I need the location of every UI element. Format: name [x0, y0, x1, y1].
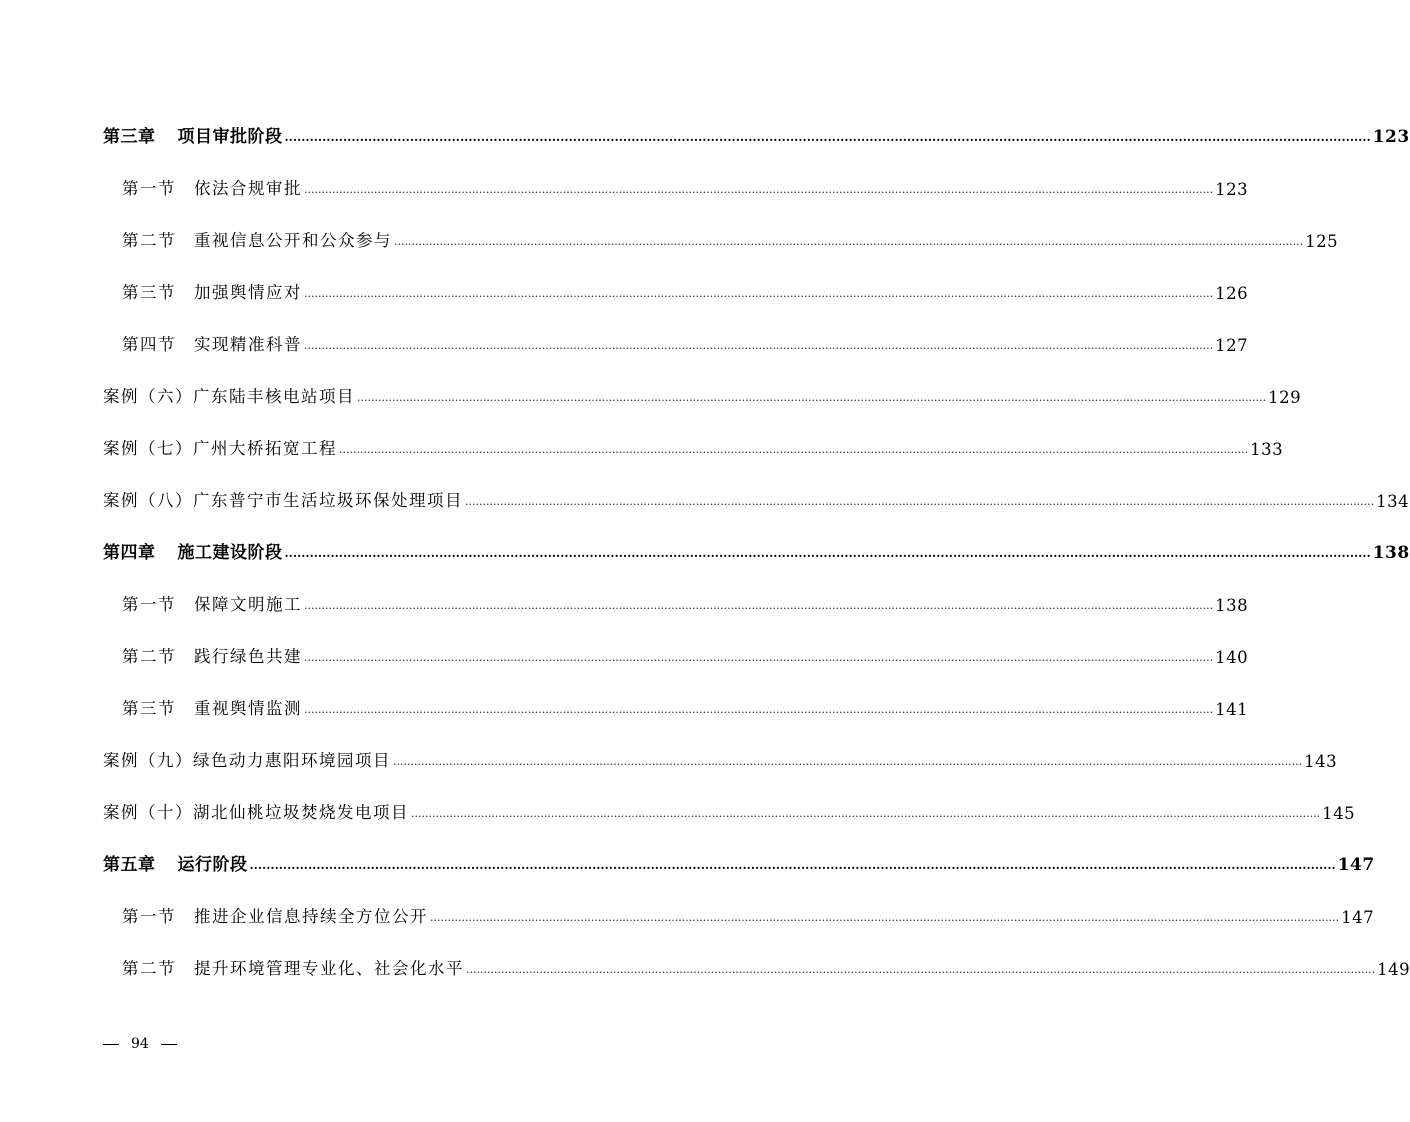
toc-entry-label — [122, 643, 302, 667]
toc-entry-section[interactable] — [122, 949, 1410, 979]
toc-entry-case[interactable] — [103, 377, 1302, 407]
toc-entry-number: 第五章 — [103, 855, 156, 875]
toc-entry-label — [122, 955, 464, 979]
toc-page-number: 143 — [1304, 752, 1338, 771]
toc-page-number: 149 — [1377, 960, 1410, 979]
toc-entry-title: 加强舆情应对 — [194, 283, 302, 302]
toc-entry-case[interactable] — [103, 793, 1356, 823]
toc-entry-number: 第四节 — [122, 335, 176, 354]
toc-page-number: 123 — [1372, 127, 1410, 147]
toc-entry-label — [103, 383, 355, 407]
toc-entry-number: 第一节 — [122, 179, 176, 198]
toc-entry-label — [122, 695, 302, 719]
toc-entry-chapter[interactable] — [103, 533, 1410, 563]
toc-dot-leader: .................................................................................................................................................................................................................................................................... — [411, 807, 1321, 820]
toc-entry-case[interactable] — [103, 741, 1338, 771]
toc-entry-title: 实现精准科普 — [194, 335, 302, 354]
toc-entry-title: 项目审批阶段 — [177, 127, 283, 147]
toc-entry-title: 广东陆丰核电站项目 — [193, 387, 355, 406]
toc-entry-number: 案例（九） — [103, 751, 193, 770]
toc-page-number: 138 — [1372, 543, 1410, 563]
toc-dot-leader: .................................................................................................................................................................................................................................................................... — [304, 339, 1214, 352]
footer-page-number: 94 — [131, 1036, 149, 1052]
toc-dot-leader: .................................................................................................................................................................................................................................................................... — [339, 443, 1249, 456]
toc-dot-leader: .................................................................................................................................................................................................................................................................... — [394, 235, 1304, 248]
toc-entry-number: 案例（八） — [103, 491, 193, 510]
toc-dot-leader: .................................................................................................................................................................................................................................................................... — [304, 183, 1214, 196]
toc-entry-title: 依法合规审批 — [194, 179, 302, 198]
toc-entry-number: 第二节 — [122, 959, 176, 978]
toc-dot-leader: .................................................................................................................................................................................................................................................................... — [304, 703, 1214, 716]
toc-entry-number: 第三节 — [122, 283, 176, 302]
footer-dash-left — [103, 1044, 119, 1045]
toc-entry-label — [122, 175, 302, 199]
toc-page-number: 147 — [1341, 908, 1375, 927]
toc-entry-number: 第一节 — [122, 907, 176, 926]
toc-entry-chapter[interactable] — [103, 117, 1410, 147]
toc-entry-title: 提升环境管理专业化、社会化水平 — [194, 959, 464, 978]
toc-entry-number: 案例（十） — [103, 803, 193, 822]
toc-entry-label — [122, 227, 392, 251]
toc-entry-chapter[interactable] — [103, 845, 1375, 875]
toc-entry-title: 广东普宁市生活垃圾环保处理项目 — [193, 491, 463, 510]
toc-page-number: 140 — [1215, 648, 1249, 667]
toc-page-number: 138 — [1215, 596, 1249, 615]
toc-entry-section[interactable] — [122, 897, 1375, 927]
toc-page-number: 134 — [1376, 492, 1410, 511]
toc-entry-section[interactable] — [122, 585, 1249, 615]
toc-entry-case[interactable] — [103, 481, 1410, 511]
toc-entry-label — [103, 747, 391, 771]
toc-entry-label — [122, 903, 428, 927]
toc-dot-leader: .................................................................................................................................................................................................................................................................... — [304, 599, 1214, 612]
toc-page-number: 126 — [1215, 284, 1249, 303]
toc-entry-label — [103, 850, 248, 875]
toc-dot-leader: .................................................................................................................................................................................................................................................................... — [465, 495, 1375, 508]
toc-page-number: 141 — [1215, 700, 1249, 719]
toc-page-number: 127 — [1215, 336, 1249, 355]
toc-entry-label — [122, 331, 302, 355]
toc-dot-leader: .................................................................................................................................................................................................................................................................... — [466, 963, 1376, 976]
toc-entry-section[interactable] — [122, 637, 1249, 667]
toc-dot-leader: .................................................................................................................................................................................................................................................................... — [249, 858, 1336, 872]
toc-entry-title: 广州大桥拓宽工程 — [193, 439, 337, 458]
toc-dot-leader: .................................................................................................................................................................................................................................................................... — [393, 755, 1303, 768]
toc-entry-number: 第三节 — [122, 699, 176, 718]
toc-entry-case[interactable] — [103, 429, 1284, 459]
toc-entry-title: 运行阶段 — [177, 855, 248, 875]
toc-page-number: 133 — [1250, 440, 1284, 459]
toc-entry-title: 绿色动力惠阳环境园项目 — [193, 751, 391, 770]
toc-entry-title: 推进企业信息持续全方位公开 — [194, 907, 428, 926]
toc-page-number: 129 — [1268, 388, 1302, 407]
toc-entry-section[interactable] — [122, 325, 1249, 355]
toc-page-number: 147 — [1337, 855, 1375, 875]
toc-page-number: 123 — [1215, 180, 1249, 199]
toc-entry-label — [103, 487, 463, 511]
toc-entry-label — [103, 122, 283, 147]
toc-page-number: 145 — [1322, 804, 1356, 823]
toc-entry-number: 第二节 — [122, 647, 176, 666]
toc-page-number: 125 — [1305, 232, 1339, 251]
toc-entry-number: 第一节 — [122, 595, 176, 614]
toc-entry-section[interactable] — [122, 689, 1249, 719]
toc-entry-label — [122, 591, 302, 615]
toc-entry-section[interactable] — [122, 169, 1249, 199]
page-footer — [103, 1036, 177, 1052]
toc-entry-label — [103, 538, 283, 563]
toc-dot-leader: .................................................................................................................................................................................................................................................................... — [304, 651, 1214, 664]
footer-dash-right — [161, 1044, 177, 1045]
toc-entry-title: 重视舆情监测 — [194, 699, 302, 718]
toc-entry-title: 重视信息公开和公众参与 — [194, 231, 392, 250]
toc-dot-leader: .................................................................................................................................................................................................................................................................... — [284, 546, 1371, 560]
toc-entry-section[interactable] — [122, 221, 1339, 251]
toc-entry-number: 案例（六） — [103, 387, 193, 406]
toc-dot-leader: .................................................................................................................................................................................................................................................................... — [284, 130, 1371, 144]
toc-dot-leader: .................................................................................................................................................................................................................................................................... — [430, 911, 1340, 924]
toc-dot-leader: .................................................................................................................................................................................................................................................................... — [357, 391, 1267, 404]
toc-entry-label — [103, 435, 337, 459]
toc-entry-title: 践行绿色共建 — [194, 647, 302, 666]
toc-entry-number: 第三章 — [103, 127, 156, 147]
toc-entry-title: 湖北仙桃垃圾焚烧发电项目 — [193, 803, 409, 822]
toc-entry-title: 施工建设阶段 — [177, 543, 283, 563]
toc-entry-number: 案例（七） — [103, 439, 193, 458]
toc-dot-leader: .................................................................................................................................................................................................................................................................... — [304, 287, 1214, 300]
toc-entry-label — [122, 279, 302, 303]
toc-entry-label — [103, 799, 409, 823]
toc-entry-number: 第四章 — [103, 543, 156, 563]
toc-entry-title: 保障文明施工 — [194, 595, 302, 614]
toc-entry-section[interactable] — [122, 273, 1249, 303]
toc-entry-number: 第二节 — [122, 231, 176, 250]
